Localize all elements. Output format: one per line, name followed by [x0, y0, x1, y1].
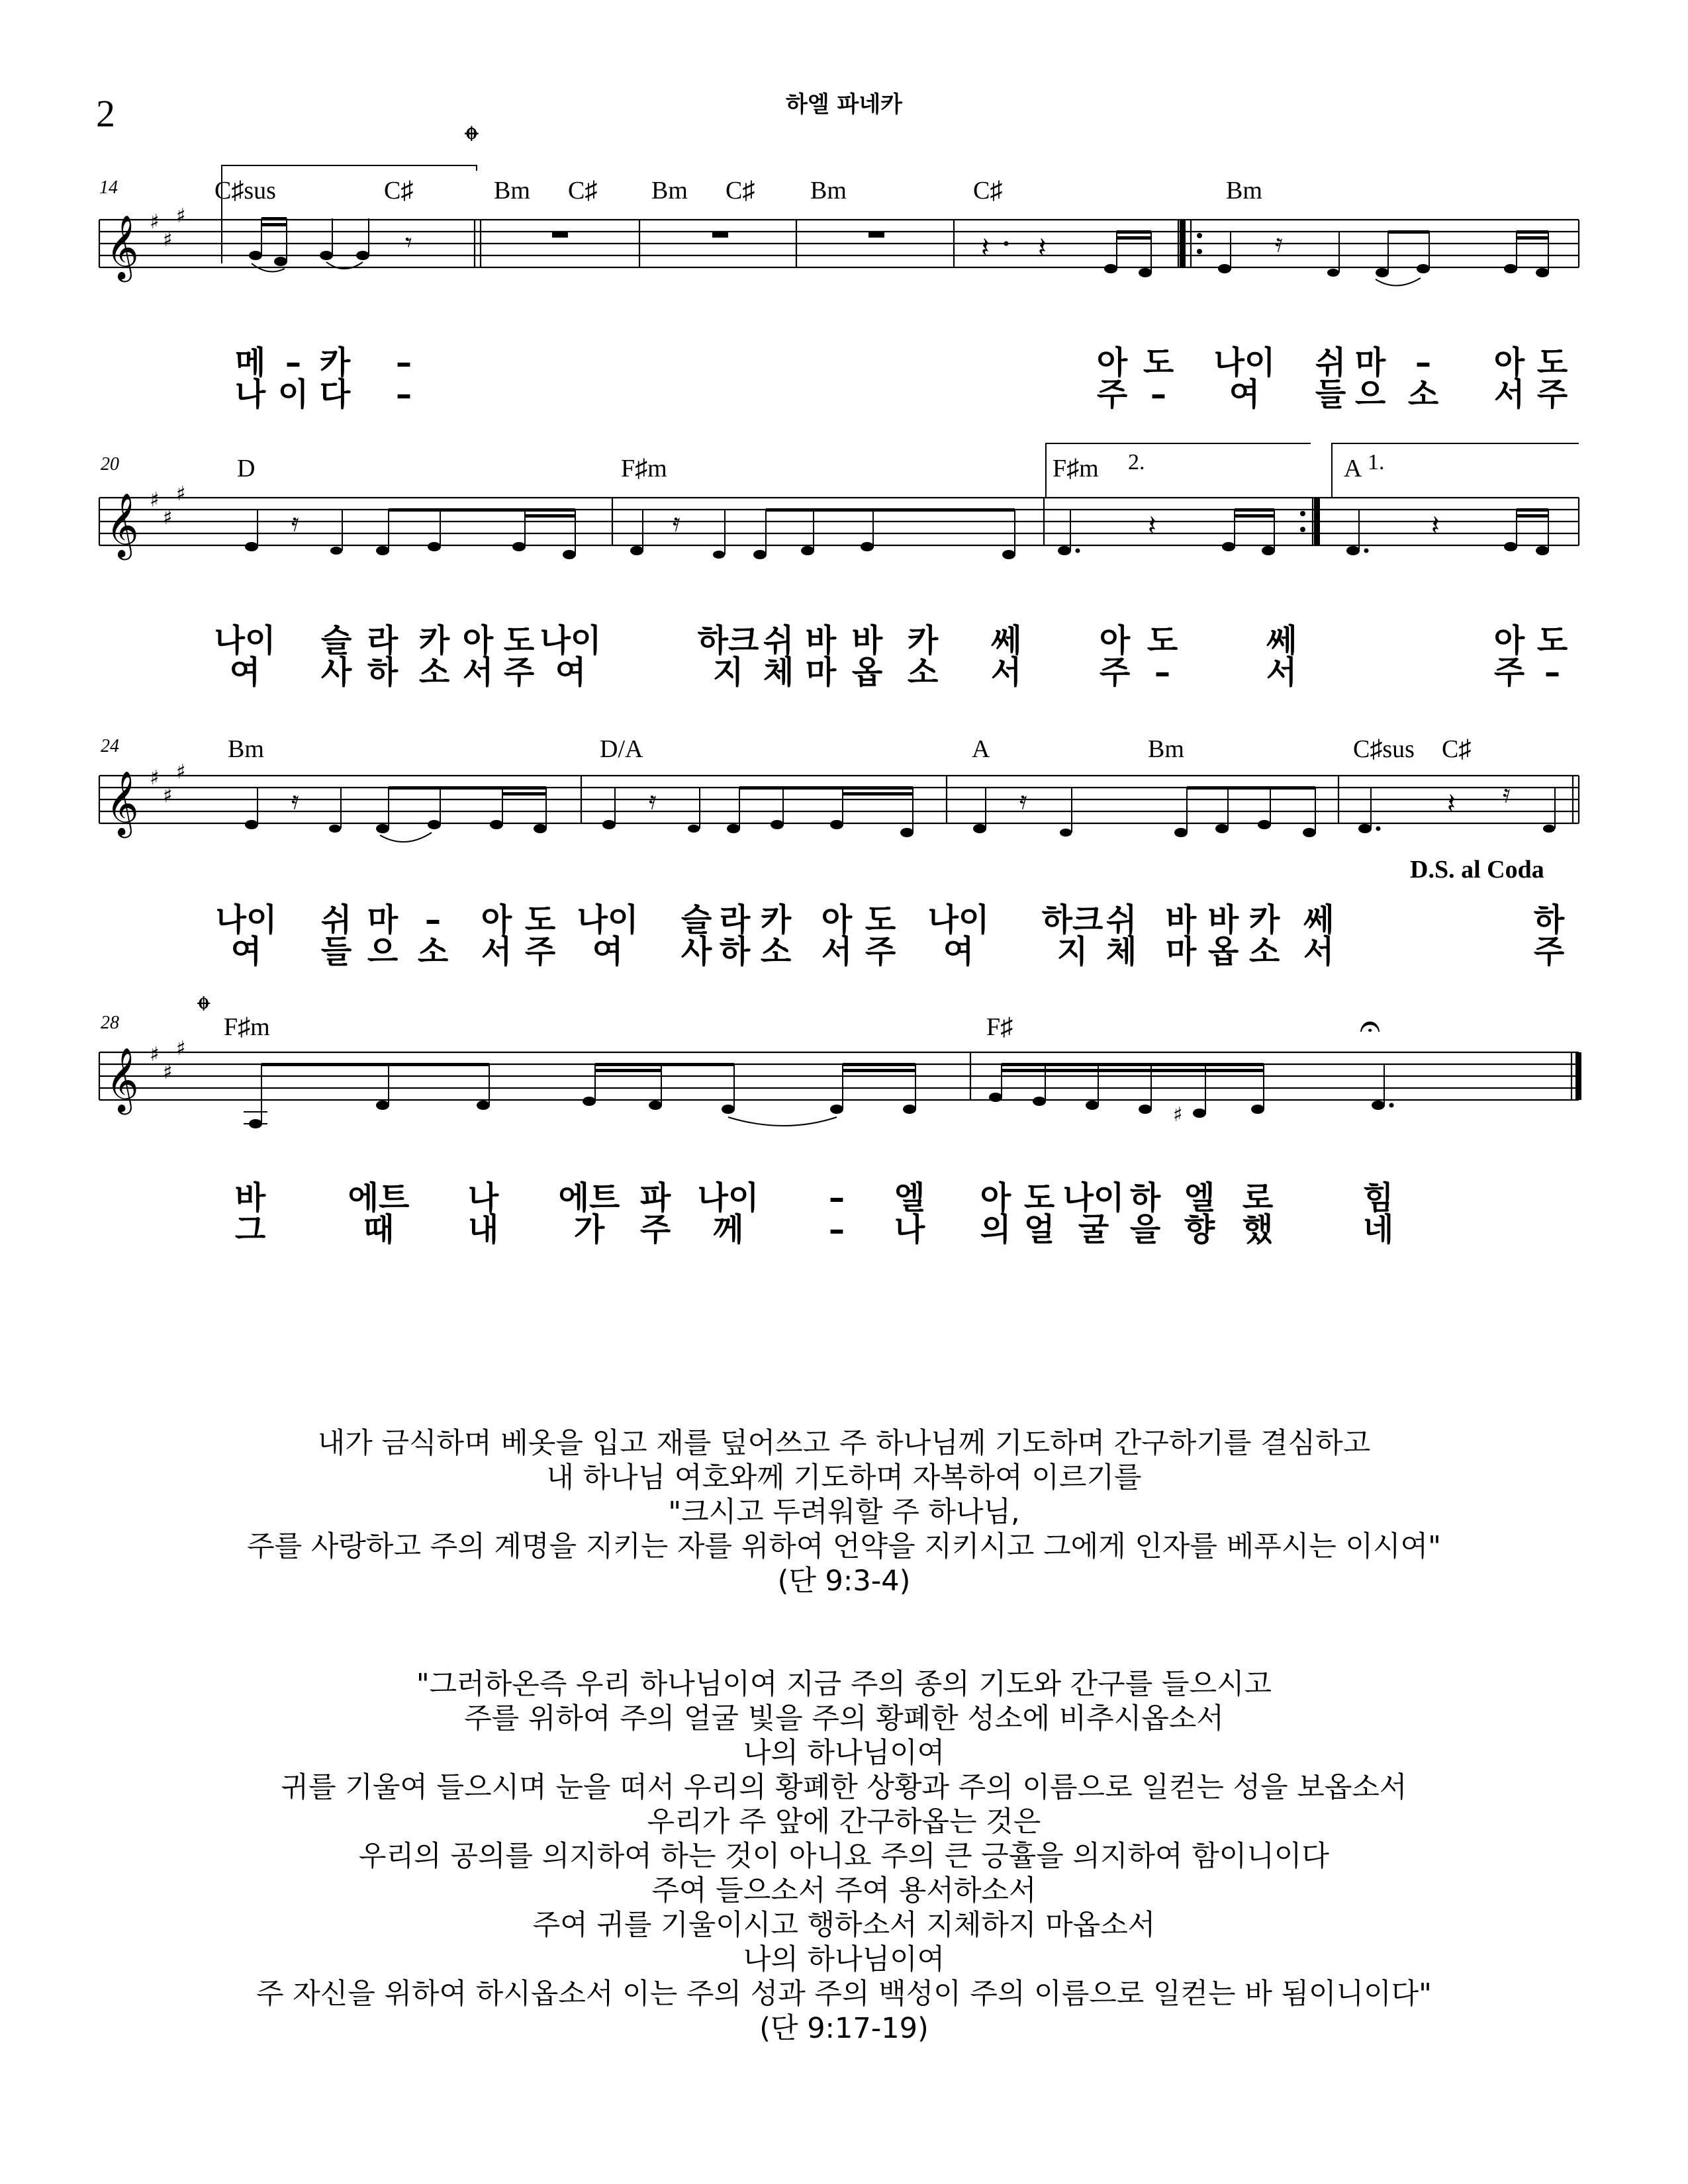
lyric-syllable: 카	[1248, 901, 1280, 938]
staff-system-1	[0, 119, 1688, 344]
scripture-line: "그러하온즉 우리 하나님이여 지금 주의 종의 기도와 간구를 들으시고	[416, 1668, 1272, 1701]
lyric-syllable: 다	[319, 376, 351, 413]
lyric-syllable: 내	[467, 1211, 499, 1248]
lyric-syllable: –	[285, 344, 301, 381]
lyric-syllable: 마	[1354, 344, 1386, 381]
lyric-syllable: 주	[1096, 376, 1128, 413]
chord-symbol: A	[972, 735, 990, 763]
scripture-line: 우리의 공의를 의지하여 하는 것이 아니요 주의 큰 긍휼을 의지하여 함이니이다	[359, 1840, 1329, 1873]
lyric-syllable: 아	[1493, 622, 1525, 659]
lyric-syllable: 쉬	[320, 901, 352, 938]
lyric-syllable: 서	[821, 933, 853, 970]
lyric-syllable: 도	[865, 901, 896, 938]
svg-text:𝄞: 𝄞	[106, 1047, 139, 1112]
lyric-syllable: 바	[805, 622, 837, 659]
chord-symbol: F♯m	[224, 1013, 270, 1041]
song-title: 하엘 파네카	[785, 91, 903, 118]
lyric-syllable: 아	[1096, 344, 1128, 381]
lyric-syllable: 여	[555, 654, 586, 691]
svg-text:𝄿: 𝄿	[673, 508, 680, 537]
chord-symbol: D/A	[600, 735, 643, 763]
lyric-syllable: 라	[367, 622, 399, 659]
lyrics-verse-2	[0, 654, 1688, 691]
lyric-syllable: 주	[524, 933, 556, 970]
scripture-line: 나의 하나님이여	[743, 1737, 945, 1770]
scripture-line: 나의 하나님이여	[743, 1943, 945, 1976]
measure-number: 28	[101, 1013, 119, 1033]
svg-text:𝄽: 𝄽	[981, 231, 990, 263]
lyric-syllable: 도	[1536, 622, 1568, 659]
lyric-syllable: 라	[719, 901, 751, 938]
svg-text:𝄞: 𝄞	[106, 770, 139, 835]
chord-symbol: F♯m	[1053, 455, 1099, 482]
lyric-syllable: 카	[319, 344, 351, 381]
lyric-syllable: 여	[1229, 376, 1260, 413]
coda-sign-icon: 𝄌	[465, 118, 479, 164]
lyric-syllable: 아	[980, 1179, 1011, 1216]
lyric-syllable: 나이	[215, 901, 277, 938]
page-number: 2	[96, 92, 115, 135]
lyric-syllable: 했	[1242, 1211, 1274, 1248]
lyric-syllable: 나이	[577, 901, 639, 938]
lyric-syllable: 쎄	[1303, 901, 1335, 938]
ds-al-coda-marking: D.S. al Coda	[1410, 856, 1544, 884]
svg-text:𝄾: 𝄾	[405, 228, 412, 258]
staff-system-3	[0, 715, 1688, 907]
measure-number: 24	[101, 736, 119, 756]
measure-number: 14	[99, 177, 118, 198]
lyric-syllable: –	[1154, 654, 1170, 691]
lyric-syllable: 나이	[1062, 1179, 1125, 1216]
lyric-syllable: 나	[467, 1179, 499, 1216]
lyric-syllable: 하	[367, 654, 399, 691]
lyric-syllable: 도	[1023, 1179, 1055, 1216]
lyrics-verse-2	[0, 1211, 1688, 1248]
lyric-syllable: 쎄	[990, 622, 1022, 659]
lyric-syllable: 파	[639, 1179, 671, 1216]
svg-text:♯: ♯	[150, 766, 160, 790]
lyric-syllable: 네	[1362, 1211, 1394, 1248]
lyric-syllable: 여	[230, 933, 262, 970]
lyric-syllable: 사	[680, 933, 712, 970]
staff-notation	[0, 119, 1688, 344]
chord-symbol: C♯	[384, 177, 414, 205]
lyric-syllable: 을	[1129, 1211, 1161, 1248]
lyric-syllable: 주	[865, 933, 896, 970]
scripture-line: 우리가 주 앞에 간구하옵는 것은	[647, 1805, 1041, 1839]
svg-text:♯: ♯	[163, 784, 173, 807]
svg-text:♯: ♯	[176, 482, 186, 506]
lyric-syllable: 로	[1242, 1179, 1274, 1216]
lyric-syllable: 엘	[894, 1179, 925, 1216]
lyric-syllable: 도	[1147, 622, 1178, 659]
lyric-syllable: 에트	[558, 1179, 620, 1216]
lyric-syllable: 마	[1165, 933, 1197, 970]
lyric-syllable: 주	[639, 1211, 671, 1248]
scripture-line: 귀를 기울여 들으시며 눈을 떠서 우리의 황폐한 상황과 주의 이름으로 일컫는 성을 보옵소서	[281, 1771, 1407, 1804]
coda-sign-icon: 𝄌	[197, 989, 211, 1032]
svg-text:𝄿: 𝄿	[291, 508, 299, 537]
lyric-syllable: 나이	[539, 622, 602, 659]
scripture-line: 주여 들으소서 주여 용서하소서	[651, 1874, 1037, 1907]
lyric-syllable: 주	[1493, 654, 1525, 691]
scripture-passage	[0, 1426, 1688, 2046]
chord-symbol: C♯sus	[214, 177, 276, 205]
lyric-syllable: 향	[1184, 1211, 1215, 1248]
lyric-syllable: 나	[894, 1211, 925, 1248]
lyric-syllable: 체	[1105, 933, 1137, 970]
lyric-syllable: 도	[503, 622, 535, 659]
lyric-syllable: 쎄	[1266, 622, 1297, 659]
lyric-syllable: 께	[712, 1211, 744, 1248]
chord-symbol: C♯	[568, 177, 598, 205]
scripture-line: 주를 위하여 주의 얼굴 빛을 주의 황폐한 성소에 비추시옵소서	[464, 1702, 1224, 1735]
lyric-syllable: 주	[1536, 376, 1568, 413]
scripture-reference: (단 9:3-4)	[777, 1565, 911, 1598]
lyric-syllable: 바	[234, 1179, 266, 1216]
lyric-syllable: 쉬	[1315, 344, 1346, 381]
chord-symbol: Bm	[494, 177, 530, 205]
lyric-syllable: 하	[719, 933, 751, 970]
lyrics-verse-2	[0, 933, 1688, 970]
lyric-syllable: 소	[417, 933, 449, 970]
scripture-line: 내 하나님 여호와께 기도하며 자복하여 이르기를	[546, 1461, 1142, 1494]
lyric-syllable: 하크	[697, 622, 759, 659]
chord-symbol: Bm	[810, 177, 847, 205]
svg-text:𝄽: 𝄽	[1038, 231, 1047, 263]
lyric-syllable: –	[1415, 344, 1431, 381]
lyric-syllable: 아	[821, 901, 853, 938]
svg-text:♯: ♯	[163, 506, 173, 529]
lyric-syllable: 쉬	[1105, 901, 1137, 938]
lyric-syllable: 서	[1493, 376, 1525, 413]
lyric-syllable: 소	[1248, 933, 1280, 970]
lyric-syllable: 소	[907, 654, 939, 691]
lyric-syllable: 나이	[697, 1179, 759, 1216]
lyric-syllable: 의	[980, 1211, 1011, 1248]
lyric-syllable: 얼	[1023, 1211, 1055, 1248]
scripture-line: "크시고 두려워할 주 하나님,	[668, 1496, 1020, 1529]
svg-text:♯: ♯	[163, 1061, 173, 1084]
lyric-syllable: 소	[760, 933, 792, 970]
lyrics-verse-2	[0, 376, 1688, 413]
svg-text:♯: ♯	[150, 488, 160, 512]
svg-text:𝄿: 𝄿	[291, 786, 299, 815]
chord-symbol: C♯	[1442, 735, 1472, 763]
lyric-syllable: 들	[1315, 376, 1346, 413]
scripture-line: 내가 금식하며 베옷을 입고 재를 덮어쓰고 주 하나님께 기도하며 간구하기를 결심하고	[317, 1427, 1371, 1460]
lyric-syllable: 아	[462, 622, 494, 659]
lyric-syllable: 굴	[1078, 1211, 1109, 1248]
lyric-syllable: 마	[805, 654, 837, 691]
lyric-syllable: 아	[1099, 622, 1131, 659]
lyric-syllable: 주	[1533, 933, 1565, 970]
chord-symbol: D	[237, 455, 256, 482]
lyric-syllable: 나이	[1213, 344, 1276, 381]
lyric-syllable: 으	[1354, 376, 1386, 413]
fermata-icon: 𝄐	[1360, 1005, 1381, 1048]
lyric-syllable: 나	[234, 376, 266, 413]
scripture-line: 주를 사랑하고 주의 계명을 지키는 자를 위하여 언약을 지키시고 그에게 인자를 베푸시는 이시여"	[247, 1530, 1441, 1563]
lyric-syllable: 도	[1536, 344, 1568, 381]
lyric-syllable: 아	[481, 901, 512, 938]
svg-text:𝄽: 𝄽	[1431, 509, 1440, 541]
chord-symbol: C♯	[726, 177, 755, 205]
lyric-syllable: 도	[1143, 344, 1174, 381]
lyric-syllable: –	[396, 344, 412, 381]
measure-number: 20	[101, 454, 119, 475]
lyric-syllable: –	[829, 1179, 845, 1216]
lyric-syllable: 하크	[1041, 901, 1103, 938]
lyric-syllable: –	[829, 1211, 845, 1248]
scripture-reference: (단 9:17-19)	[759, 2012, 929, 2045]
lyric-syllable: 나이	[927, 901, 990, 938]
volta-ending-label: 2.	[1128, 450, 1145, 475]
scripture-line: 주여 귀를 기울이시고 행하소서 지체하지 마옵소서	[532, 1909, 1156, 1942]
lyric-syllable: 카	[907, 622, 939, 659]
lyric-syllable: 카	[418, 622, 450, 659]
lyric-syllable: 슬	[320, 622, 352, 659]
chord-symbol: C♯sus	[1353, 735, 1415, 763]
lyric-syllable: –	[1544, 654, 1560, 691]
chord-symbol: Bm	[228, 735, 264, 763]
lyric-syllable: 때	[363, 1211, 395, 1248]
lyric-syllable: 주	[1099, 654, 1131, 691]
lyric-syllable: 소	[1407, 376, 1439, 413]
lyric-syllable: 엘	[1184, 1179, 1215, 1216]
lyric-syllable: 가	[573, 1211, 605, 1248]
svg-text:♯: ♯	[176, 205, 186, 228]
lyric-syllable: 지	[712, 654, 744, 691]
lyric-syllable: 여	[943, 933, 974, 970]
svg-text:𝄞: 𝄞	[106, 492, 139, 557]
svg-text:♯: ♯	[150, 1043, 160, 1066]
lyric-syllable: 소	[418, 654, 450, 691]
lyric-syllable: 그	[234, 1211, 266, 1248]
chord-symbol: Bm	[651, 177, 688, 205]
lyric-syllable: 쉬	[763, 622, 794, 659]
lyric-syllable: 바	[1207, 901, 1239, 938]
chord-symbol: F♯m	[621, 455, 667, 482]
lyric-syllable: 지	[1056, 933, 1088, 970]
svg-text:♯: ♯	[150, 210, 160, 234]
lyric-syllable: 옵	[1207, 933, 1239, 970]
svg-text:𝄽: 𝄽	[1447, 787, 1456, 819]
lyric-syllable: 으	[367, 933, 399, 970]
svg-text:♯: ♯	[176, 1037, 186, 1060]
lyric-syllable: 여	[592, 933, 624, 970]
chord-symbol: Bm	[1148, 735, 1184, 763]
staff-system-2	[0, 430, 1688, 629]
lyric-syllable: 여	[229, 654, 261, 691]
lyric-syllable: 힘	[1362, 1179, 1394, 1216]
svg-text:𝄿: 𝄿	[1503, 779, 1511, 808]
lyric-syllable: 도	[524, 901, 556, 938]
lyric-syllable: 이	[277, 376, 309, 413]
volta-ending-label: 1.	[1368, 450, 1385, 475]
lyric-syllable: 서	[1303, 933, 1335, 970]
lyric-syllable: –	[425, 901, 441, 938]
lyric-syllable: –	[1150, 376, 1166, 413]
lyric-syllable: 주	[503, 654, 535, 691]
chord-symbol: A	[1344, 455, 1362, 482]
lyric-syllable: 아	[1493, 344, 1525, 381]
lyric-syllable: 옵	[851, 654, 883, 691]
lyric-syllable: 나이	[214, 622, 276, 659]
lyric-syllable: 서	[990, 654, 1022, 691]
lyric-syllable: 슬	[680, 901, 712, 938]
chord-symbol: C♯	[973, 177, 1003, 205]
lyric-syllable: 바	[1165, 901, 1197, 938]
lyric-syllable: 하	[1129, 1179, 1161, 1216]
lyric-syllable: 서	[1266, 654, 1297, 691]
staff-system-4	[0, 989, 1688, 1191]
lyric-syllable: 사	[320, 654, 352, 691]
lyric-syllable: 마	[367, 901, 399, 938]
svg-text:𝄿: 𝄿	[1019, 786, 1027, 815]
lyric-syllable: 메	[234, 344, 266, 381]
svg-text:𝄿: 𝄿	[649, 786, 657, 815]
chord-symbol: F♯	[986, 1013, 1013, 1041]
lyric-syllable: 체	[763, 654, 794, 691]
svg-text:𝄞: 𝄞	[106, 214, 139, 279]
lyric-syllable: 서	[462, 654, 494, 691]
svg-text:𝄿: 𝄿	[1275, 228, 1283, 257]
lyric-syllable: –	[396, 376, 412, 413]
lyric-syllable: 에트	[348, 1179, 410, 1216]
lyric-syllable: 들	[320, 933, 352, 970]
scripture-line: 주 자신을 위하여 하시옵소서 이는 주의 성과 주의 백성이 주의 이름으로 일컫는 바 됨이니이다"	[256, 1978, 1432, 2011]
chord-symbol: Bm	[1226, 177, 1262, 205]
svg-text:♯: ♯	[176, 760, 186, 784]
svg-text:♯: ♯	[163, 228, 173, 251]
svg-text:𝄽: 𝄽	[1148, 509, 1156, 541]
lyric-syllable: 서	[481, 933, 512, 970]
lyric-syllable: 바	[851, 622, 883, 659]
svg-text:♯: ♯	[1173, 1103, 1183, 1126]
lyric-syllable: 카	[760, 901, 792, 938]
lyric-syllable: 하	[1533, 901, 1565, 938]
